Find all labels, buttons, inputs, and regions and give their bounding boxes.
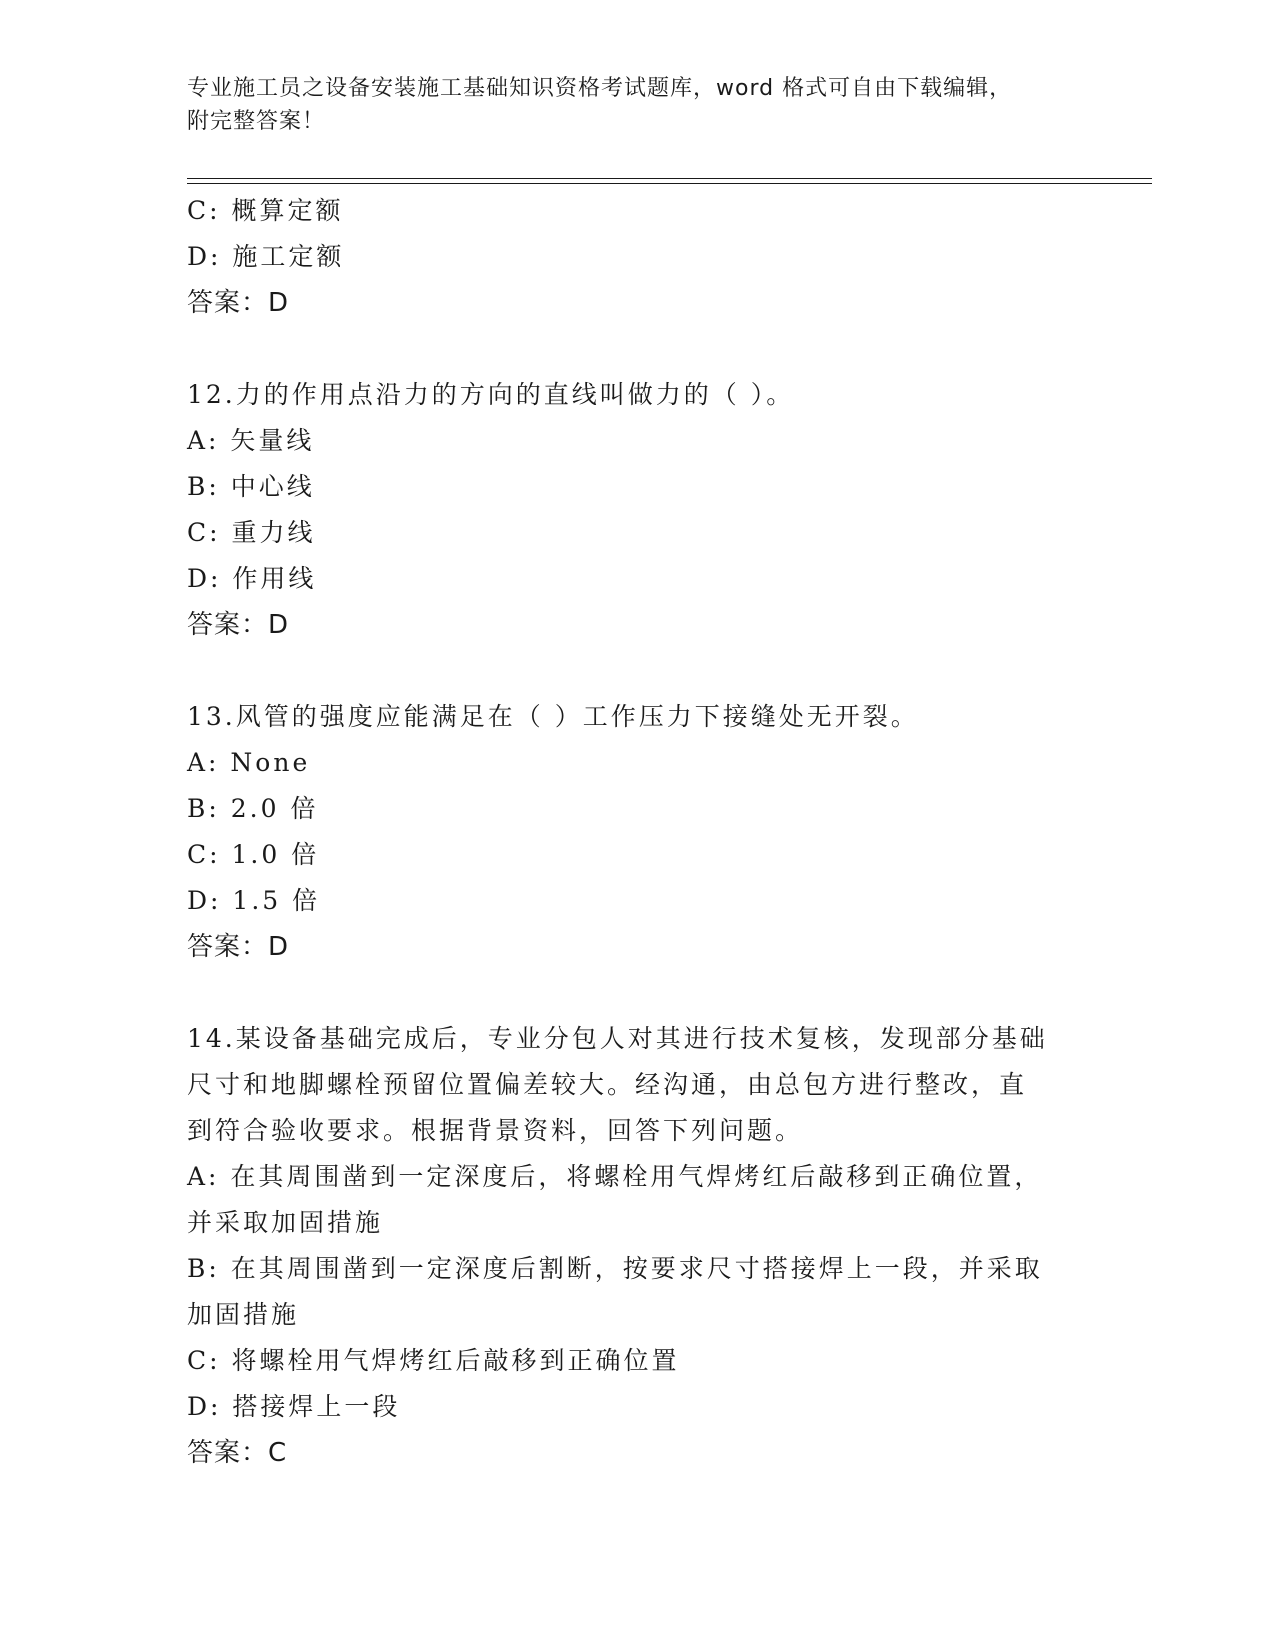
option-c: C: 重力线 xyxy=(187,518,316,547)
answer: 答案：C xyxy=(187,1438,288,1468)
answer: 答案：D xyxy=(187,288,290,318)
answer: 答案：D xyxy=(187,610,290,640)
option-a: A: 矢量线 xyxy=(187,426,315,455)
option-c: C: 1.0 倍 xyxy=(187,840,320,869)
document-header xyxy=(187,72,1067,138)
option-a: A: None xyxy=(187,748,311,777)
option-b: B: 中心线 xyxy=(187,472,315,501)
option-c: C: 概算定额 xyxy=(187,196,344,225)
spacer xyxy=(187,970,1087,1016)
question-list xyxy=(187,188,1087,1476)
option-c: C: 将螺栓用气焊烤红后敲移到正确位置 xyxy=(187,1346,680,1375)
answer: 答案：D xyxy=(187,932,290,962)
question-stem: 13.风管的强度应能满足在（ ）工作压力下接缝处无开裂。 xyxy=(187,702,919,731)
spacer xyxy=(187,326,1087,372)
question-11-tail xyxy=(187,188,1087,326)
header-line-1: 专业施工员之设备安装施工基础知识资格考试题库，word 格式可自由下载编辑， xyxy=(187,76,1013,101)
question-12 xyxy=(187,372,1087,648)
option-d: D: 作用线 xyxy=(187,564,317,593)
question-stem: 12.力的作用点沿力的方向的直线叫做力的（ ）。 xyxy=(187,380,795,409)
question-13 xyxy=(187,694,1087,970)
option-d: D: 1.5 倍 xyxy=(187,886,321,915)
option-a-line-1: A: 在其周围凿到一定深度后，将螺栓用气焊烤红后敲移到正确位置， xyxy=(187,1162,1043,1191)
spacer xyxy=(187,648,1087,694)
question-14 xyxy=(187,1016,1087,1476)
question-stem-line-2: 尺寸和地脚螺栓预留位置偏差较大。经沟通，由总包方进行整改，直 xyxy=(187,1070,1028,1099)
header-rule-bottom xyxy=(187,183,1152,184)
option-d: D: 施工定额 xyxy=(187,242,345,271)
option-a-line-2: 并采取加固措施 xyxy=(187,1208,384,1237)
question-stem-line-1: 14.某设备基础完成后，专业分包人对其进行技术复核，发现部分基础 xyxy=(187,1024,1048,1053)
option-d: D: 搭接焊上一段 xyxy=(187,1392,401,1421)
option-b: B: 2.0 倍 xyxy=(187,794,319,823)
question-stem-line-3: 到符合验收要求。根据背景资料，回答下列问题。 xyxy=(187,1116,804,1145)
header-rule-top xyxy=(187,178,1152,179)
option-b-line-1: B: 在其周围凿到一定深度后割断，按要求尺寸搭接焊上一段，并采取 xyxy=(187,1254,1043,1283)
header-line-2: 附完整答案！ xyxy=(187,109,326,134)
option-b-line-2: 加固措施 xyxy=(187,1300,300,1329)
